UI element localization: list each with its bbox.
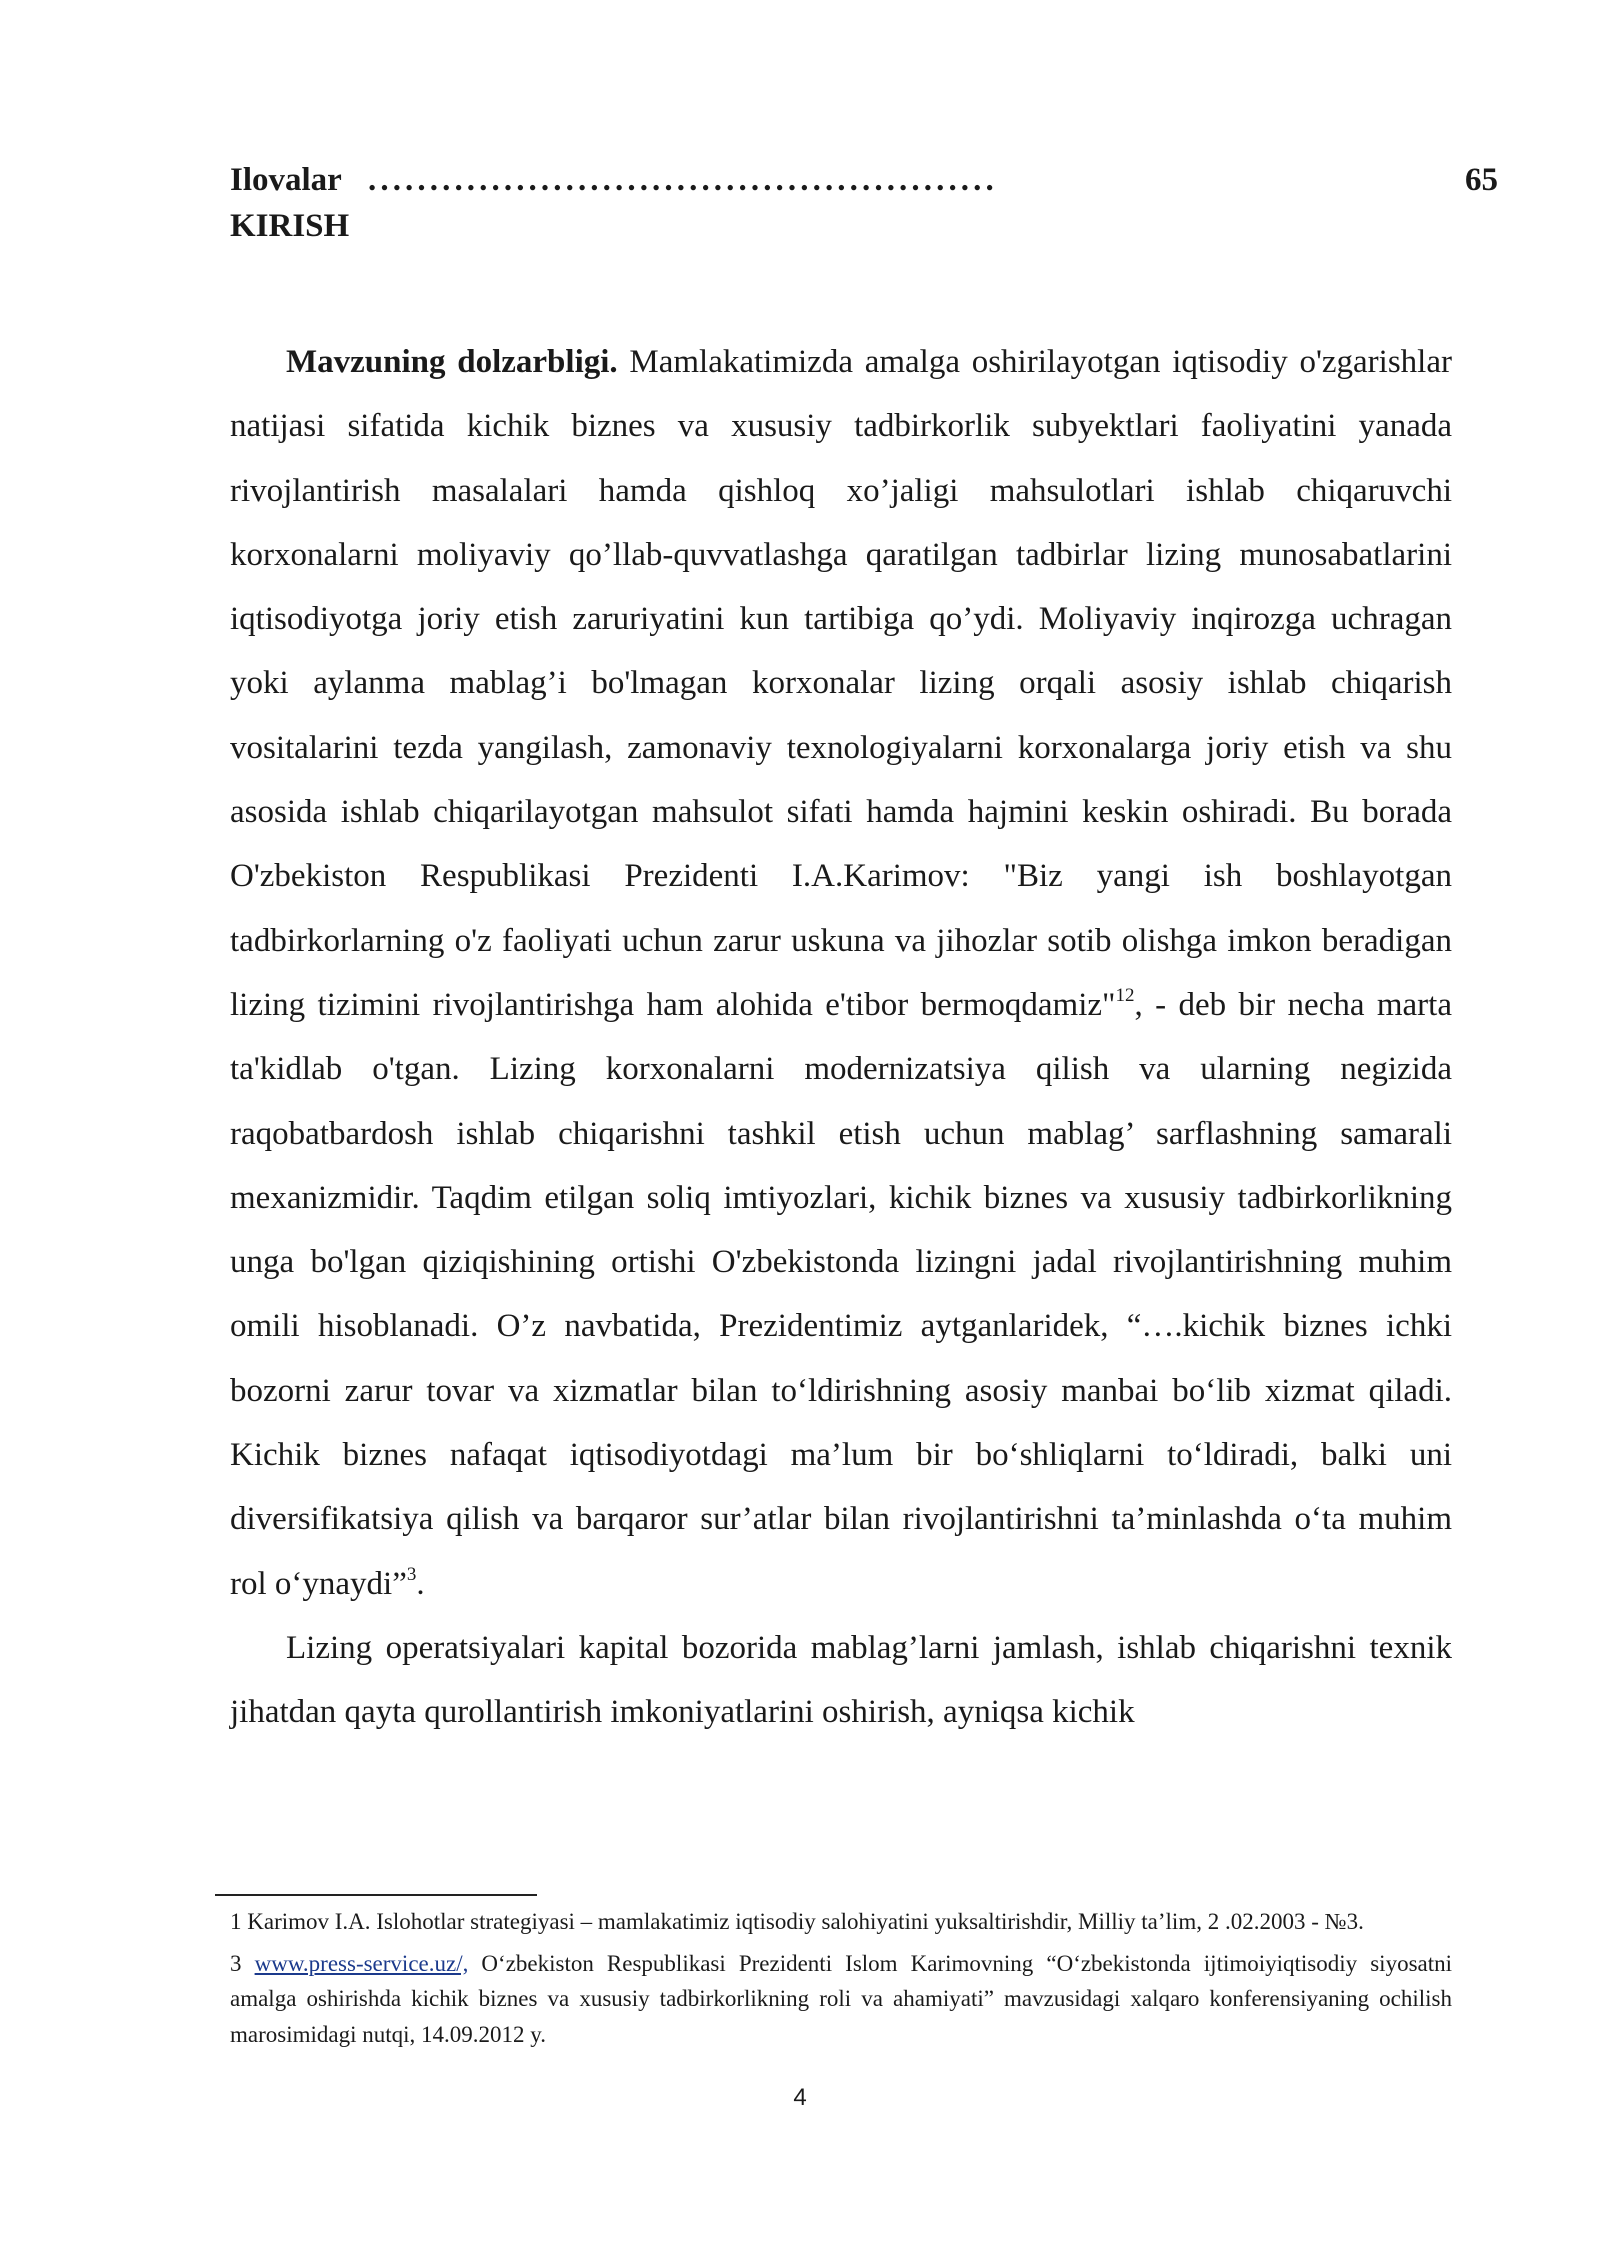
footnote-text: O‘zbekiston Respublikasi Prezidenti Islom Karimovning “O‘zbekistonda ijtimoiyiqtisodiy siyosatni amalga oshirishda kichik biznes va xususiy tadbirkorlikning roli va ahamiyati” mavzusidagi xalqaro konferensiyaning ochilish marosimidagi nutqi, 14.09.2012 y. (230, 1950, 1453, 2047)
body-text (230, 330, 1452, 1745)
footnote-number: 3 (230, 1950, 255, 1976)
paragraph-relevance (230, 330, 1452, 1616)
paragraph-lead: Mavzuning dolzarbligi. (286, 344, 618, 380)
page-number: 4 (793, 2084, 807, 2111)
paragraph-text: Mamlakatimizda amalga oshirilayotgan iqtisodiy o'zgarishlar natijasi sifatida kichik biznes va xususiy tadbirkorlik subyektlari faoliyatini yanada rivojlantirish masalalari hamda qishloq xo’jaligi mahsulotlari ishlab chiqaruvchi korxonalarni moliyaviy qo’llab-quvvatlashga qaratilgan tadbirlar lizing munosabatlarini iqtisodiyotga joriy etish zaruriyatini kun tartibiga qo’ydi. Moliyaviy inqirozga uchragan yoki aylanma mablag’i bo'lmagan korxonalar lizing orqali asosiy ishlab chiqarish vositalarini tezda yangilash, zamonaviy texnologiyalarni korxonalarga joriy etish va shu asosida ishlab chiqarilayotgan mahsulot sifati hamda hajmini keskin oshiradi. Bu borada O'zbekiston Respublikasi Prezidenti I.A.Karimov: "Biz yangi ish boshlayotgan tadbirkorlarning o'z faoliyati uchun zarur uskuna va jihozlar sotib olishga imkon beradigan lizing tizimini rivojlantirishga ham alohida e'tibor bermoqdamiz" (230, 344, 1452, 1023)
paragraph-leasing: Lizing operatsiyalari kapital bozorida mablag’larni jamlash, ishlab chiqarishni texnik jihatdan qayta qurollantirish imkoniyatlarini oshirish, ayniqsa kichik (230, 1629, 1452, 1731)
footnote-3 (230, 1946, 1452, 2053)
footnote-ref: 12 (1115, 984, 1135, 1006)
footnote-link[interactable]: www.press-service.uz/, (254, 1950, 469, 1976)
paragraph-text: . (416, 1565, 425, 1602)
footnotes (230, 1904, 1452, 2058)
toc-entry-page: 65 (1465, 162, 1498, 198)
toc-entry (230, 162, 1498, 210)
paragraph-text: , - deb bir necha marta ta'kidlab o'tgan. Lizing korxonalarni modernizatsiya qilish va ularning negizida raqobatbardosh ishlab chiqarishni tashkil etish uchun mablag’ sarflashning samarali mexanizmidir. Taqdim etilgan soliq imtiyozlari, kichik biznes va xususiy tadbirkorlikning unga bo'lgan qiziqishining ortishi O'zbekistonda lizingni jadal rivojlantirishning muhim omili hisoblanadi. O’z navbatida, Prezidentimiz aytganlaridek, “….kichik biznes ichki bozorni zarur tovar va xizmatlar bilan to‘ldirishning asosiy manbai bo‘lib xizmat qiladi. Kichik biznes nafaqat iqtisodiyotdagi ma’lum bir bo‘shliqlarni to‘ldiradi, balki uni diversifikatsiya qilish va barqaror sur’atlar bilan rivojlantirishni ta’minlashda o‘ta muhim rol o‘ynaydi” (230, 986, 1452, 1602)
footnote-ref: 3 (406, 1563, 417, 1585)
toc-entry-title: Ilovalar (230, 162, 342, 198)
footnote-1: 1 Karimov I.A. Islohotlar strategiyasi – mamlakatimiz iqtisodiy salohiyatini yuksaltirishdir, Milliy ta’lim, 2 .02.2003 - №3. (230, 1909, 1364, 1934)
toc-leader-dots: ................................................... (368, 162, 998, 198)
section-title: KIRISH (230, 208, 350, 244)
footnote-separator (215, 1894, 537, 1896)
